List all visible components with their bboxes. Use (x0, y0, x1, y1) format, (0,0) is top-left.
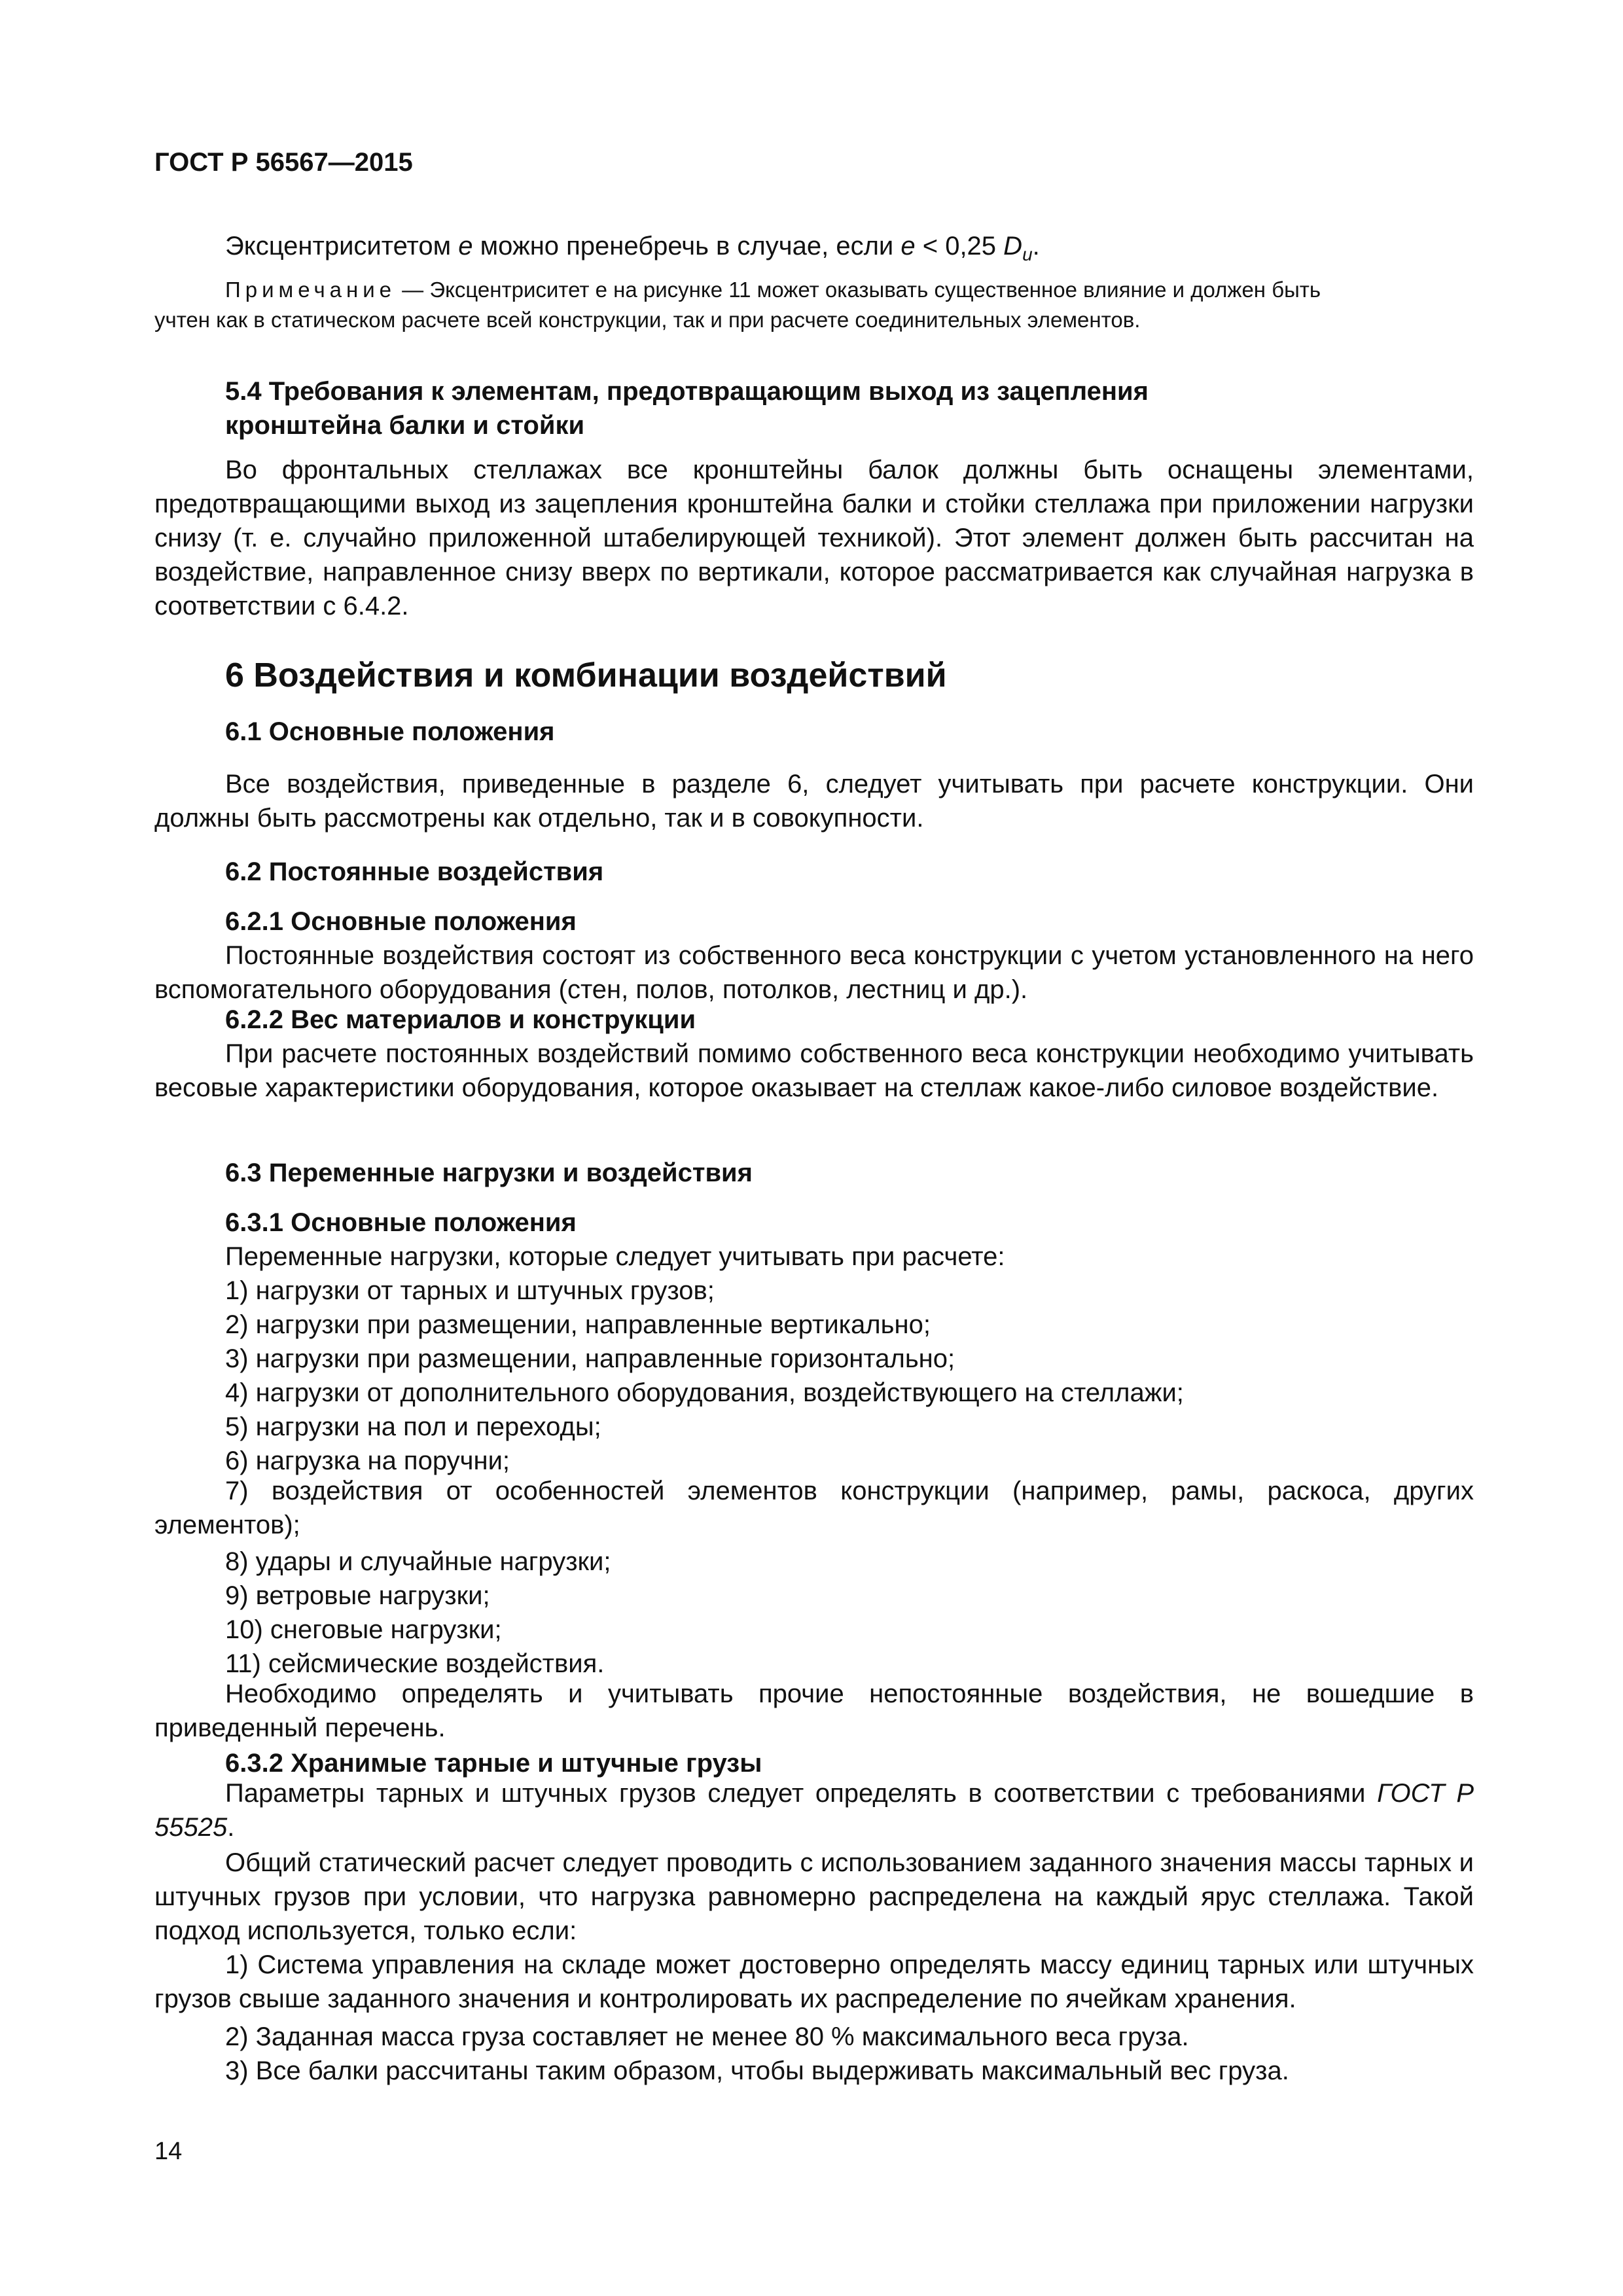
list-item: 2) нагрузки при размещении, направленные вертикально; (225, 1310, 931, 1339)
text-run: Параметры тарных и штучных грузов следует определять в соответствии с требованиями (225, 1779, 1378, 1808)
note-text: — Эксцентриситет e на рисунке 11 может оказывать существенное влияние и должен быть (396, 278, 1321, 302)
note-line-1 (225, 275, 1321, 305)
condition-3: 3) Все балки рассчитаны таким образом, чтобы выдерживать максимальный вес груза. (225, 2056, 1289, 2085)
section-6-2-2-title: 6.2.2 Вес материалов и конструкции (225, 1005, 696, 1034)
section-6-2-title: 6.2 Постоянные воздействия (225, 857, 604, 886)
list-item: 6) нагрузка на поручни; (225, 1446, 510, 1475)
section-6-3-title: 6.3 Переменные нагрузки и воздействия (225, 1158, 753, 1187)
section-6-3-2-text-1 (154, 1776, 1474, 1844)
section-6-1-text: Все воздействия, приведенные в разделе 6, следует учитывать при расчете конструкции. Они должны быть рассмотрены как отдельно, так и в совокупности. (154, 770, 1474, 833)
document-code-header: ГОСТ Р 56567—2015 (154, 148, 413, 177)
section-6-3-1-intro: Переменные нагрузки, которые следует учитывать при расчете: (225, 1242, 1005, 1271)
list-item: 10) снеговые нагрузки; (225, 1615, 502, 1644)
text-run: Эксцентриситетом (225, 232, 459, 260)
list-item: 1) нагрузки от тарных и штучных грузов; (225, 1276, 715, 1305)
section-6-1-title: 6.1 Основные положения (225, 717, 555, 746)
section-6-2-1-title: 6.2.1 Основные положения (225, 907, 577, 936)
page-number: 14 (154, 2138, 183, 2165)
standard-reference: ГОСТ Р 55525 (154, 1779, 1474, 1842)
symbol-e: e (901, 232, 916, 260)
list-item: 4) нагрузки от дополнительного оборудования, воздействующего на стеллажи; (225, 1378, 1184, 1407)
eccentricity-rule (225, 229, 1040, 272)
section-6-3-2-title: 6.3.2 Хранимые тарные и штучные грузы (225, 1749, 762, 1778)
text-run: . (1032, 232, 1040, 260)
note-label: Примечание (225, 278, 397, 302)
section-6-title: 6 Воздействия и комбинации воздействий (225, 656, 947, 694)
condition-2: 2) Заданная масса груза составляет не менее 80 % максимального веса груза. (225, 2022, 1189, 2051)
section-6-3-2-text-2: Общий статический расчет следует проводить с использованием заданного значения массы тарных и штучных грузов при условии, что нагрузка равномерно распределена на каждый ярус стеллажа. Такой подход используется, только если: (154, 1848, 1474, 1945)
section-6-2-2-text: При расчете постоянных воздействий помимо собственного веса конструкции необходимо учитывать весовые характеристики оборудования, которое оказывает на стеллаж какое-либо силовое воздействие. (154, 1039, 1474, 1102)
list-item: 3) нагрузки при размещении, направленные горизонтально; (225, 1344, 955, 1373)
list-item: 7) воздействия от особенностей элементов конструкции (например, рамы, раскоса, других элементов); (154, 1477, 1474, 1539)
section-6-2-1-text: Постоянные воздействия состоят из собственного веса конструкции с учетом установленного на него вспомогательного оборудования (стен, полов, потолков, лестниц и др.). (154, 941, 1474, 1004)
list-item: 9) ветровые нагрузки; (225, 1581, 490, 1610)
section-5-4-text: Во фронтальных стеллажах все кронштейны балок должны быть оснащены элементами, предотвращающими выход из зацепления кронштейна балки и стойки стеллажа при приложении нагрузки снизу (т. е. случайно приложенной штабелирующей техникой). Этот элемент должен быть рассчитан на воздействие, направленное снизу вверх по вертикали, которое рассматривается как случайная нагрузка в соответствии с 6.4.2. (154, 456, 1474, 620)
list-item: 5) нагрузки на пол и переходы; (225, 1412, 601, 1441)
section-6-3-1-title: 6.3.1 Основные положения (225, 1208, 577, 1237)
note-line-2: учтен как в статическом расчете всей конструкции, так и при расчете соединительных элементов. (154, 308, 1141, 332)
text-run: . (227, 1813, 235, 1842)
subscript-u: u (1022, 244, 1033, 264)
section-5-4-title-line-2: кронштейна балки и стойки (225, 411, 585, 440)
text-run: можно пренебречь в случае, если (473, 232, 901, 260)
section-5-4-title-line-1: 5.4 Требования к элементам, предотвращающим выход из зацепления (225, 377, 1149, 406)
condition-1: 1) Система управления на складе может достоверно определять массу единиц тарных или штучных грузов свыше заданного значения и контролировать их распределение по ячейкам хранения. (154, 1950, 1474, 2013)
list-item: 11) сейсмические воздействия. (225, 1649, 605, 1678)
text-run: < 0,25 (915, 232, 1004, 260)
symbol-d: D (1003, 232, 1023, 260)
symbol-e: e (458, 232, 473, 260)
list-item: 8) удары и случайные нагрузки; (225, 1547, 611, 1576)
section-6-3-1-closing: Необходимо определять и учитывать прочие непостоянные воздействия, не вошедшие в приведенный перечень. (154, 1679, 1474, 1742)
